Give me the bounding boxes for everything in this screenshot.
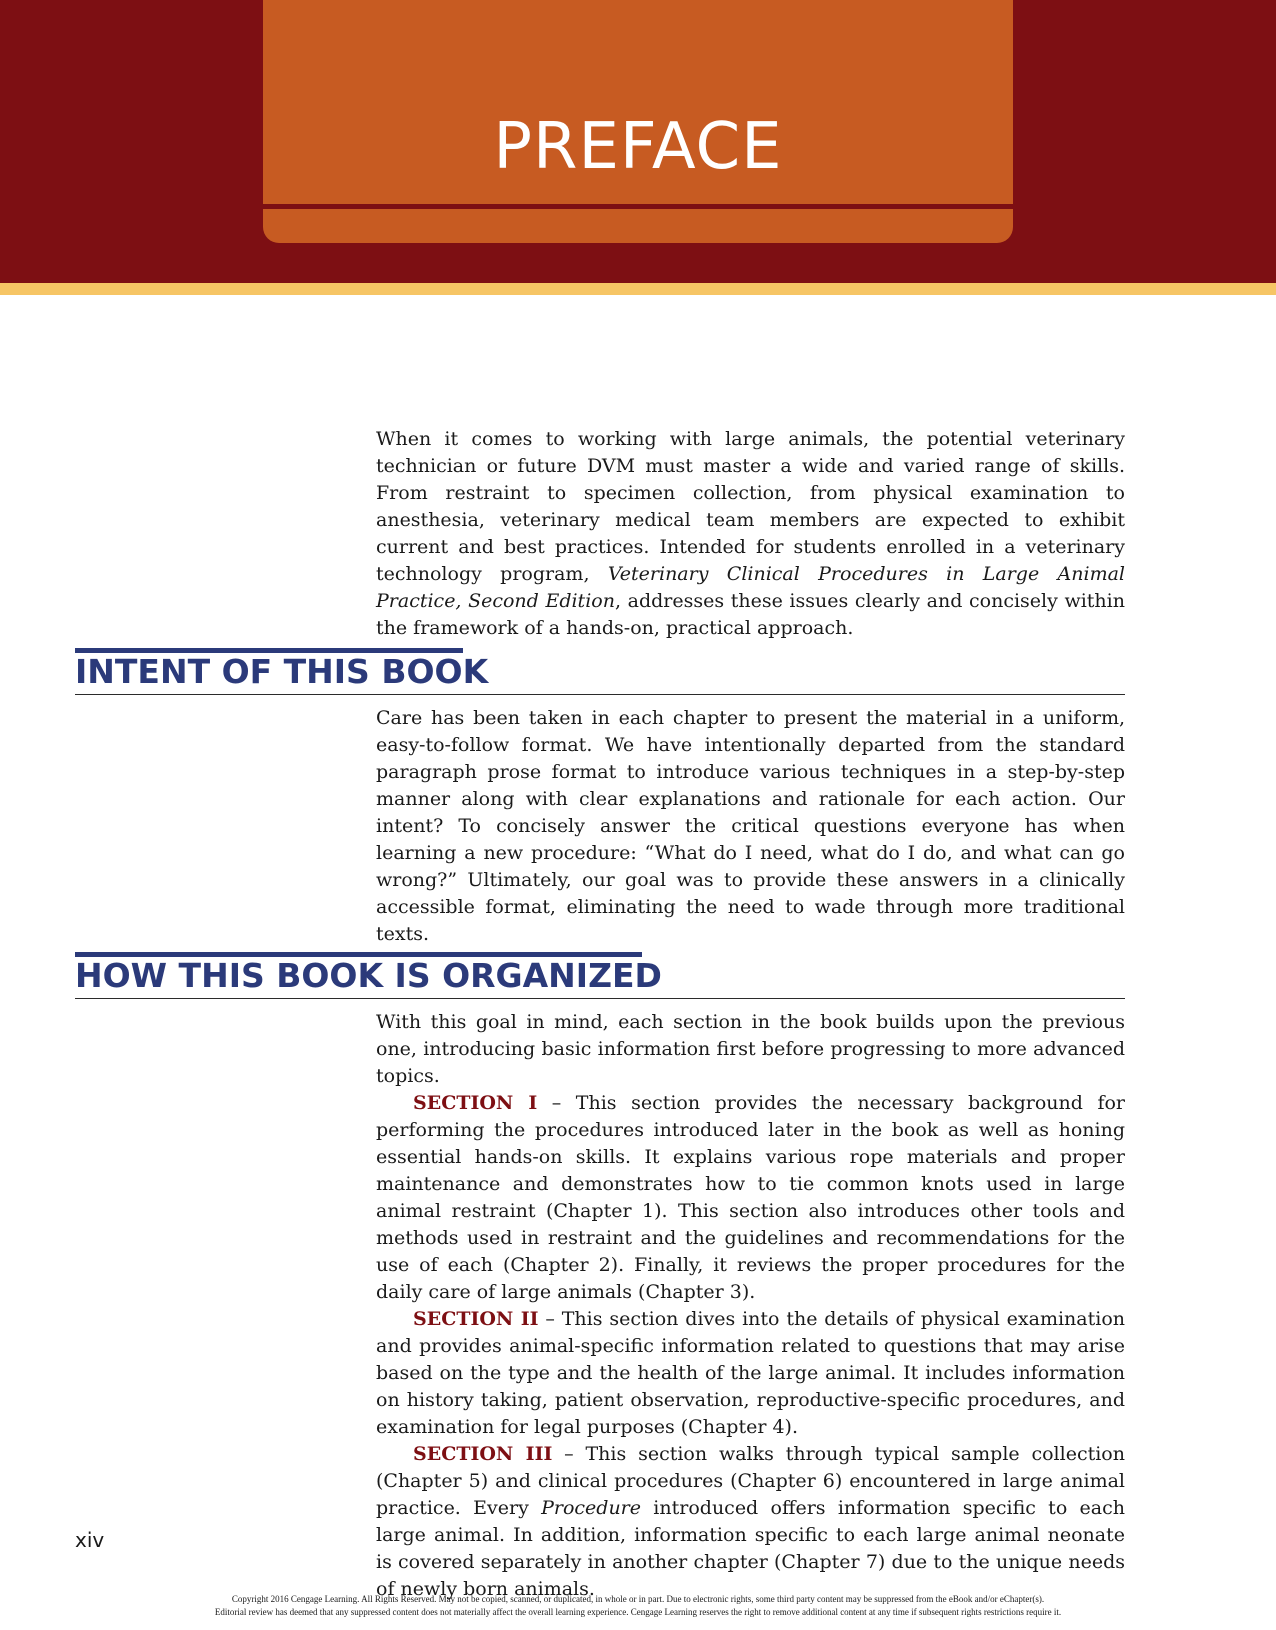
intro-text-part1: When it comes to working with large animals, the potential veterinary technician or future DVM must master a wide and varied range of skills. From restraint to specimen collection, from physical examination to anesthesia, veterinary medical team members are expected to exhibit current and best practices. Intended for students enrolled in a veterinary technology program,	[376, 428, 1125, 585]
section-2-paragraph	[376, 1306, 1125, 1441]
book-title: Veterinary Clinical Procedures in Large Animal Practice, Second Edition	[376, 563, 1125, 612]
intro-paragraph	[376, 426, 1125, 642]
section-1-text: – This section provides the necessary background for performing the procedures introduced later in the book as well as honing essential hands-on skills. It explains various rope materials and proper maintenance and demonstrates how to tie common knots used in large animal restraint (Chapter 1). This section also introduces other tools and methods used in restraint and the guidelines and recommendations for the use of each (Chapter 2). Finally, it reviews the proper procedures for the daily care of large animals (Chapter 3).	[376, 1092, 1126, 1303]
organized-body	[376, 1009, 1125, 1603]
copyright-notice	[0, 1593, 1276, 1619]
intro-text-part2: , addresses these issues clearly and concisely within the framework of a hands-on, practical approach.	[376, 590, 1125, 639]
section-1-label: SECTION I	[413, 1092, 538, 1114]
organized-heading: HOW THIS BOOK IS ORGANIZED	[75, 956, 662, 995]
section-3-text-part1: – This section walks through typical sample collection (Chapter 5) and clinical procedures (Chapter 6) encountered in large animal practice. Every	[376, 1443, 1125, 1519]
copyright-line-1: Copyright 2016 Cengage Learning. All Rights Reserved. May not be copied, scanned, or duplicated, in whole or in part. Due to electronic rights, some third party content may be suppressed from the eBook and/or eChapter(s).	[231, 1594, 1045, 1604]
section-1-paragraph	[376, 1090, 1125, 1306]
section-2-label: SECTION II	[413, 1308, 539, 1330]
header-accent-strip	[0, 283, 1276, 295]
page-title: PREFACE	[493, 110, 783, 184]
organized-heading-rule	[75, 998, 1125, 999]
copyright-line-2: Editorial review has deemed that any suppressed content does not materially affect the overall learning experience. Cengage Learning reserves the right to remove additional content at any time if subsequent rights restrictions require it.	[214, 1607, 1062, 1617]
organized-intro: With this goal in mind, each section in the book builds upon the previous one, introducing basic information first before progressing to more advanced topics.	[376, 1011, 1125, 1087]
section-3-procedure-term: Procedure	[541, 1497, 642, 1519]
section-3-text-part2: introduced offers information specific to each large animal. In addition, information specific to each large animal neonate is covered separately in another chapter (Chapter 7) due to the unique needs of newly born animals.	[376, 1497, 1125, 1600]
page-number: xiv	[75, 1528, 105, 1552]
section-2-text: – This section dives into the details of physical examination and provides animal-specific information related to questions that may arise based on the type and the health of the large animal. It includes information on history taking, patient observation, reproductive-specific procedures, and examination for legal purposes (Chapter 4).	[376, 1308, 1125, 1438]
section-3-label: SECTION III	[413, 1443, 553, 1465]
intent-heading: INTENT OF THIS BOOK	[75, 652, 489, 691]
title-tab-lip	[263, 209, 1013, 243]
intent-heading-rule	[75, 694, 1125, 695]
section-3-paragraph	[376, 1441, 1125, 1603]
intent-paragraph	[376, 705, 1125, 948]
intent-text: Care has been taken in each chapter to present the material in a uniform, easy-to-follow format. We have intentionally departed from the standard paragraph prose format to introduce various techniques in a step-by-step manner along with clear explanations and rationale for each action. Our intent? To concisely answer the critical questions everyone has when learning a new procedure: “What do I need, what do I do, and what can go wrong?” Ultimately, our goal was to provide these answers in a clinically accessible format, eliminating the need to wade through more traditional texts.	[376, 707, 1125, 945]
